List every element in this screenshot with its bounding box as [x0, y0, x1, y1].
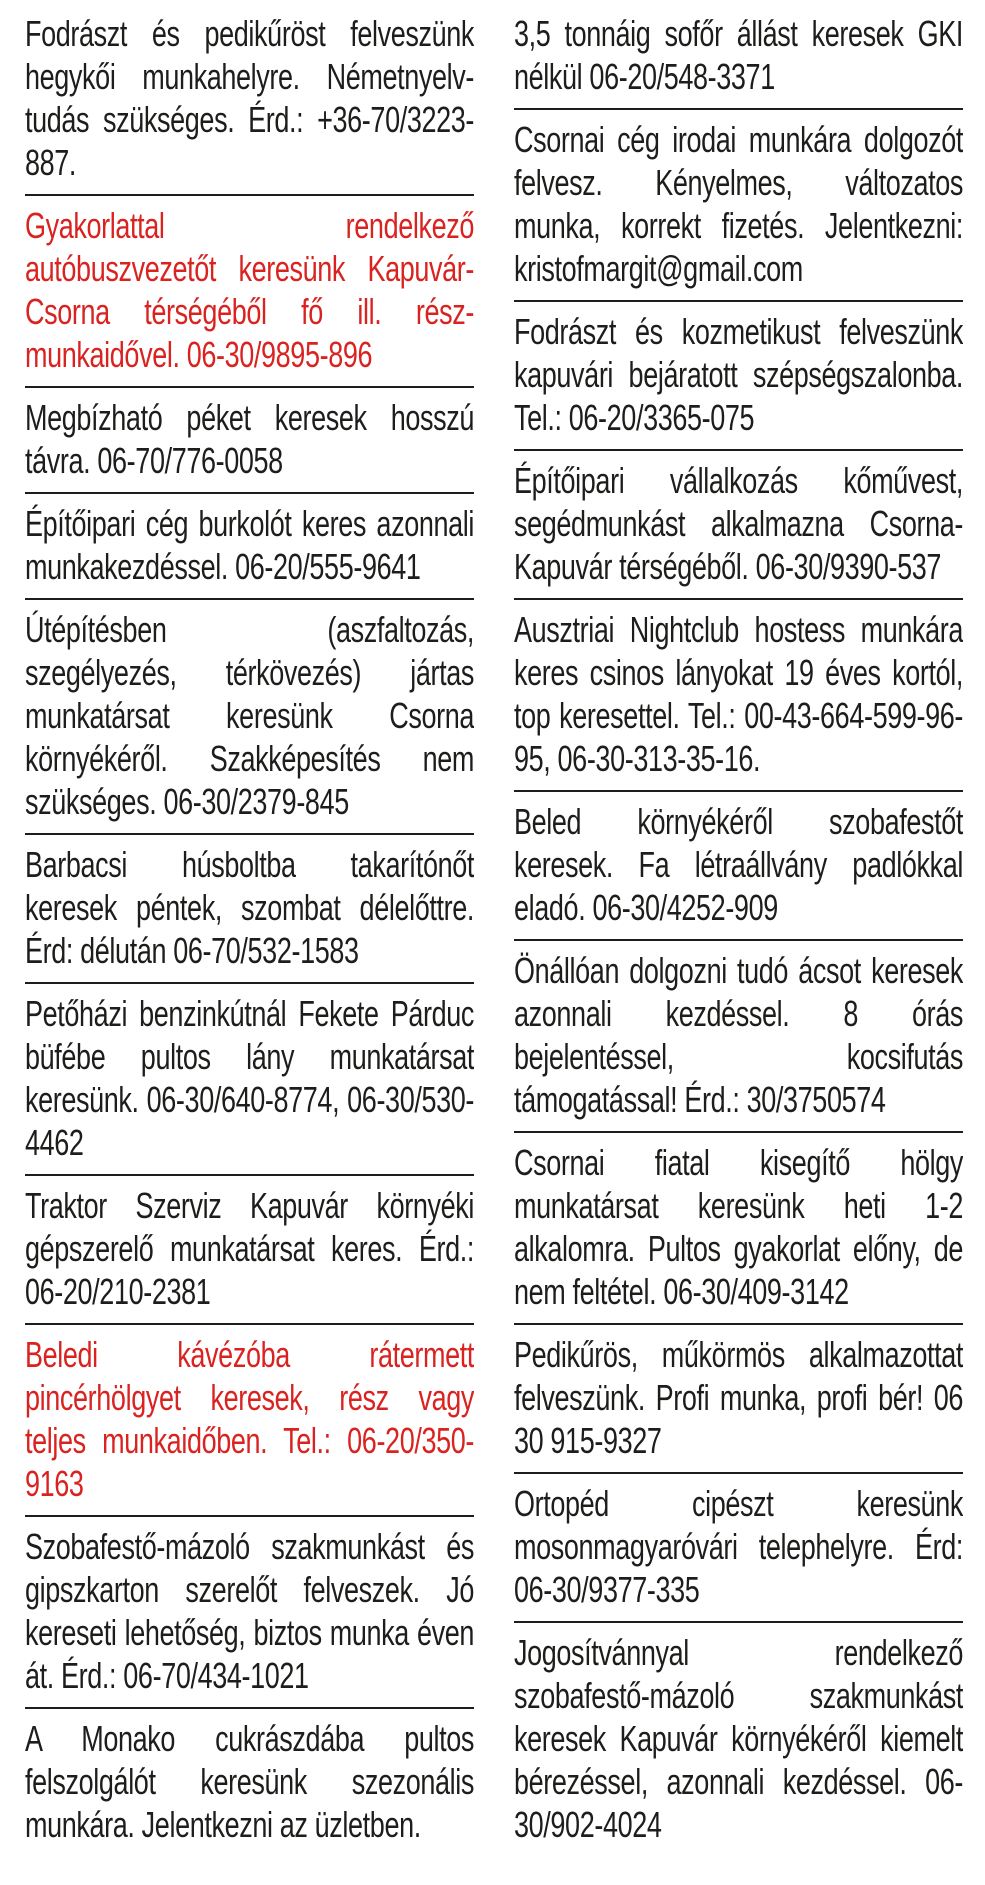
- classified-ad: Szobafestő-mázoló szakmunkást és gipszkarton szerelőt felveszek. Jó kereseti lehetőség, biztos munka éven át. Érd.: 06-70/434-1021: [25, 1515, 474, 1707]
- classified-ad: Fodrászt és pedikűröst felveszünk hegykői munkahelyre. Németnyelv-tudás szükséges. Érd.: +36-70/3223-887.: [25, 13, 474, 183]
- classified-ad: Beledi kávézóba rátermett pincérhölgyet keresek, rész vagy teljes munkaidőben. Tel.: 06-20/350-9163: [25, 1323, 474, 1515]
- left-column-content: [25, 12, 474, 1856]
- left-column: [25, 12, 474, 1861]
- classified-ad: Traktor Szerviz Kapuvár környéki gépszerelő munkatársat keres. Érd.: 06-20/210-2381: [25, 1174, 474, 1323]
- classified-ad: 3,5 tonnáig sofőr állást keresek GKI nélkül 06-20/548-3371: [514, 13, 963, 97]
- classified-ad: Útépítésben (aszfaltozás, szegélyezés, térkövezés) jártas munkatársat keresünk Csorna környékéről. Szakképesítés nem szükséges. 06-30/2379-845: [25, 598, 474, 833]
- classified-ad: Fodrászt és kozmetikust felveszünk kapuvári bejáratott szépségszalonba. Tel.: 06-20/3365-075: [514, 300, 963, 449]
- classified-ad: Beled környékéről szobafestőt keresek. Fa létraállvány padlókkal eladó. 06-30/4252-909: [514, 790, 963, 939]
- classified-ad: Pedikűrös, műkörmös alkalmazottat felveszünk. Profi munka, profi bér! 06 30 915-9327: [514, 1323, 963, 1472]
- right-column-content: [514, 12, 963, 1856]
- classified-ad: Csornai cég irodai munkára dolgozót felvesz. Kényelmes, változatos munka, korrekt fizetés. Jelentkezni: kristofmargit@gmail.com: [514, 108, 963, 300]
- classified-ad: Gyakorlattal rendelkező autóbuszvezetőt keresünk Kapuvár-Csorna térségéből fő ill. rész-munkaidővel. 06-30/9895-896: [25, 194, 474, 386]
- classified-ad: Jogosítvánnyal rendelkező szobafestő-mázoló szakmunkást keresek Kapuvár környékéről kiemelt bérezéssel, azonnali kezdéssel. 06-30/902-4024: [514, 1621, 963, 1856]
- classified-ad: Építőipari vállalkozás kőművest, segédmunkást alkalmazna Csorna-Kapuvár térségéből. 06-30/9390-537: [514, 449, 963, 598]
- classified-ad: Ausztriai Nightclub hostess munkára keres csinos lányokat 19 éves kortól, top keresettel. Tel.: 00-43-664-599-96-95, 06-30-313-35-16.: [514, 598, 963, 790]
- classified-ad: A Monako cukrászdába pultos felszolgálót keresünk szezonális munkára. Jelentkezni az üzletben.: [25, 1707, 474, 1856]
- classified-ad: Ortopéd cipészt keresünk mosonmagyaróvári telephelyre. Érd: 06-30/9377-335: [514, 1472, 963, 1621]
- classified-ad: Csornai fiatal kisegítő hölgy munkatársat keresünk heti 1-2 alkalomra. Pultos gyakorlat előny, de nem feltétel. 06-30/409-3142: [514, 1131, 963, 1323]
- classified-ad: Megbízható péket keresek hosszú távra. 06-70/776-0058: [25, 386, 474, 492]
- classified-ad: Barbacsi húsboltba takarítónőt keresek péntek, szombat délelőttre. Érd: délután 06-70/532-1583: [25, 833, 474, 982]
- classified-ad: Önállóan dolgozni tudó ácsot keresek azonnali kezdéssel. 8 órás bejelentéssel, kocsifutás támogatással! Érd.: 30/3750574: [514, 939, 963, 1131]
- right-column: [514, 12, 963, 1861]
- classified-ad: Építőipari cég burkolót keres azonnali munkakezdéssel. 06-20/555-9641: [25, 492, 474, 598]
- classified-ad: Petőházi benzinkútnál Fekete Párduc büfébe pultos lány munkatársat keresünk. 06-30/640-8774, 06-30/530-4462: [25, 982, 474, 1174]
